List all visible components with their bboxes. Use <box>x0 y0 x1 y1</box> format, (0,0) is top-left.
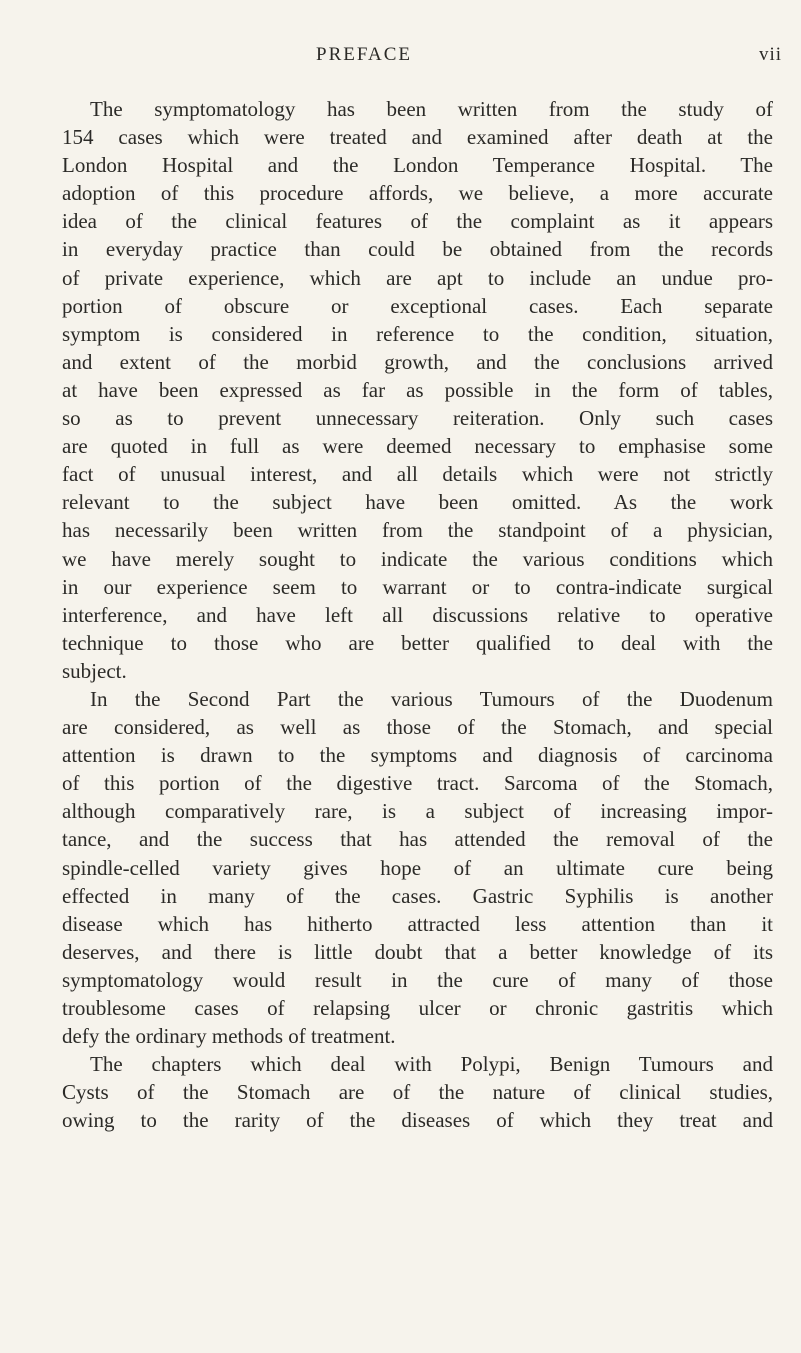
running-head <box>316 44 782 72</box>
running-head-title: PREFACE <box>316 44 413 65</box>
text-line: we have merely sought to indicate the various conditions which <box>62 546 773 571</box>
text-line: symptomatology would result in the cure of many of those <box>62 967 773 992</box>
text-line: are considered, as well as those of the Stomach, and special <box>62 715 773 740</box>
text-line: relevant to the subject have been omitted. As the work <box>62 490 773 515</box>
text-line: portion of obscure or exceptional cases. Each separate <box>62 293 773 318</box>
text-line: of private experience, which are apt to include an undue pro- <box>62 265 773 290</box>
preface-body-text <box>62 95 773 1134</box>
text-line: defy the ordinary methods of treatment. <box>62 1024 396 1049</box>
text-line: so as to prevent unnecessary reiteration. Only such cases <box>62 406 773 431</box>
text-line: 154 cases which were treated and examined after death at the <box>62 125 773 150</box>
text-line: are quoted in full as were deemed necessary to emphasise some <box>62 434 773 459</box>
text-line: symptom is considered in reference to the condition, situation, <box>62 321 773 346</box>
text-line: fact of unusual interest, and all details which were not strictly <box>62 462 773 487</box>
page-number: vii <box>758 44 782 65</box>
text-line: The symptomatology has been written from the study of <box>90 97 773 121</box>
text-line: subject. <box>62 658 127 683</box>
text-line: idea of the clinical features of the complaint as it appears <box>62 209 773 234</box>
text-line: Cysts of the Stomach are of the nature of clinical studies, <box>62 1080 773 1105</box>
text-line: tance, and the success that has attended the removal of the <box>62 827 773 852</box>
text-line: and extent of the morbid growth, and the conclusions arrived <box>62 349 773 374</box>
text-line: owing to the rarity of the diseases of which they treat and <box>62 1108 773 1133</box>
text-line: In the Second Part the various Tumours of the Duodenum <box>90 686 773 711</box>
text-line: at have been expressed as far as possible in the form of tables, <box>62 377 773 402</box>
text-line: deserves, and there is little doubt that a better knowledge of its <box>62 939 773 964</box>
text-line: troublesome cases of relapsing ulcer or chronic gastritis which <box>62 996 773 1020</box>
text-line: in everyday practice than could be obtained from the records <box>62 237 773 262</box>
text-line: London Hospital and the London Temperance Hospital. The <box>62 153 773 178</box>
text-line: disease which has hitherto attracted less attention than it <box>62 911 773 936</box>
text-line: spindle-celled variety gives hope of an ultimate cure being <box>62 855 773 880</box>
text-line: although comparatively rare, is a subject of increasing impor- <box>62 799 773 824</box>
text-line: attention is drawn to the symptoms and diagnosis of carcinoma <box>62 743 773 768</box>
text-line: The chapters which deal with Polypi, Benign Tumours and <box>90 1052 773 1077</box>
text-line: in our experience seem to warrant or to contra-indicate surgical <box>62 574 773 599</box>
text-line: of this portion of the digestive tract. Sarcoma of the Stomach, <box>62 771 773 796</box>
text-line: interference, and have left all discussions relative to operative <box>62 602 773 627</box>
text-line: has necessarily been written from the standpoint of a physician, <box>62 518 773 543</box>
text-line: effected in many of the cases. Gastric Syphilis is another <box>62 883 773 908</box>
text-line: technique to those who are better qualified to deal with the <box>62 630 773 655</box>
text-line: adoption of this procedure affords, we believe, a more accurate <box>62 181 773 206</box>
